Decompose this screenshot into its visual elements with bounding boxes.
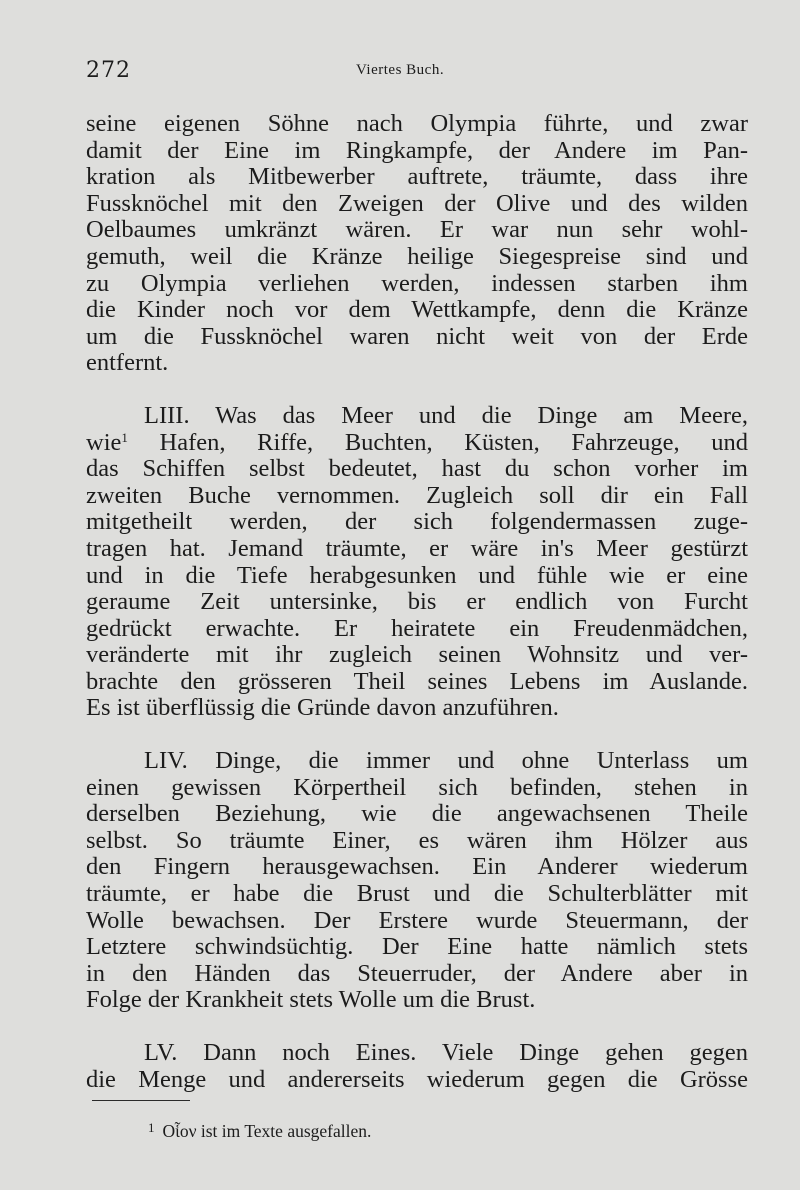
text-line: seine eigenen Söhne nach Olympia führte, und zwar <box>86 110 748 137</box>
text-line: damit der Eine im Ringkampfe, der Andere im Pan- <box>86 136 748 164</box>
text-line: Folge der Krankheit stets Wolle um die Brust. <box>86 986 536 1014</box>
text-line: zweiten Buche vernommen. Zugleich soll dir ein Fall <box>86 481 748 509</box>
text-line: selbst. So träumte Einer, es wären ihm Hölzer aus <box>86 826 748 854</box>
text-line: in den Händen das Steuerruder, der Andere aber in <box>86 959 748 987</box>
text-line: das Schiffen selbst bedeutet, hast du schon vorher im <box>86 455 748 483</box>
text-fragment: wie <box>86 428 122 456</box>
text-line: gedrückt erwachte. Er heiratete ein Freudenmädchen, <box>86 614 748 642</box>
footnote-text: Οἷον ist im Texte ausgefallen. <box>162 1121 372 1141</box>
text-line: die Menge und andererseits wiederum gegen die Grösse <box>86 1065 748 1093</box>
page-header <box>86 58 746 88</box>
text-line: veränderte mit ihr zugleich seinen Wohnsitz und ver- <box>86 641 748 669</box>
text-line: einen gewissen Körpertheil sich befinden, stehen in <box>86 773 748 801</box>
text-line: gemuth, weil die Kränze heilige Siegespreise sind und <box>86 242 748 270</box>
text-line: und in die Tiefe herabgesunken und fühle wie er eine <box>86 561 748 589</box>
text-line: Fussknöchel mit den Zweigen der Olive und des wilden <box>86 189 748 217</box>
text-line: den Fingern herausgewachsen. Ein Anderer wiederum <box>86 853 748 881</box>
body-text <box>86 111 748 1093</box>
paragraph-continuation <box>86 111 748 377</box>
paragraph-liii <box>86 403 748 722</box>
text-line: Letztere schwindsüchtig. Der Eine hatte nämlich stets <box>86 933 748 961</box>
paragraph-lv <box>86 1040 748 1093</box>
text-line: LIV. Dinge, die immer und ohne Unterlass um <box>144 747 748 775</box>
text-line: kration als Mitbewerber auftrete, träumte, dass ihre <box>86 163 748 191</box>
footnote-divider <box>92 1100 190 1101</box>
text-line: LIII. Was das Meer und die Dinge am Meere, <box>144 401 748 429</box>
text-line: derselben Beziehung, wie die angewachsenen Theile <box>86 800 748 828</box>
text-line: Oelbaumes umkränzt wären. Er war nun sehr wohl- <box>86 216 748 244</box>
footnote-mark: 1 <box>148 1120 155 1135</box>
text-line: brachte den grösseren Theil seines Lebens im Auslande. <box>86 667 748 695</box>
footnote-reference: 1 <box>121 429 128 445</box>
text-line: geraume Zeit untersinke, bis er endlich von Furcht <box>86 588 748 616</box>
text-line: Es ist überflüssig die Gründe davon anzuführen. <box>86 694 559 722</box>
text-line: um die Fussknöchel waren nicht weit von der Erde <box>86 322 748 350</box>
text-line: entfernt. <box>86 349 169 377</box>
paragraph-liv <box>86 748 748 1014</box>
text-line: LV. Dann noch Eines. Viele Dinge gehen gegen <box>144 1039 748 1066</box>
footnote <box>148 1120 371 1142</box>
text-line: tragen hat. Jemand träumte, er wäre in's Meer gestürzt <box>86 534 748 562</box>
text-line: mitgetheilt werden, der sich folgendermassen zuge- <box>86 508 748 536</box>
running-head: Viertes Buch. <box>356 62 445 78</box>
text-fragment: Hafen, Riffe, Buchten, Küsten, Fahrzeuge, und <box>127 428 748 456</box>
text-line: zu Olympia verliehen werden, indessen starben ihm <box>86 269 748 297</box>
text-line-with-footnote-mark <box>86 430 748 457</box>
text-line: träumte, er habe die Brust und die Schulterblätter mit <box>86 880 748 908</box>
text-line: die Kinder noch vor dem Wettkampfe, denn die Kränze <box>86 296 748 324</box>
page-number: 272 <box>86 58 131 83</box>
text-line: Wolle bewachsen. Der Erstere wurde Steuermann, der <box>86 906 748 934</box>
